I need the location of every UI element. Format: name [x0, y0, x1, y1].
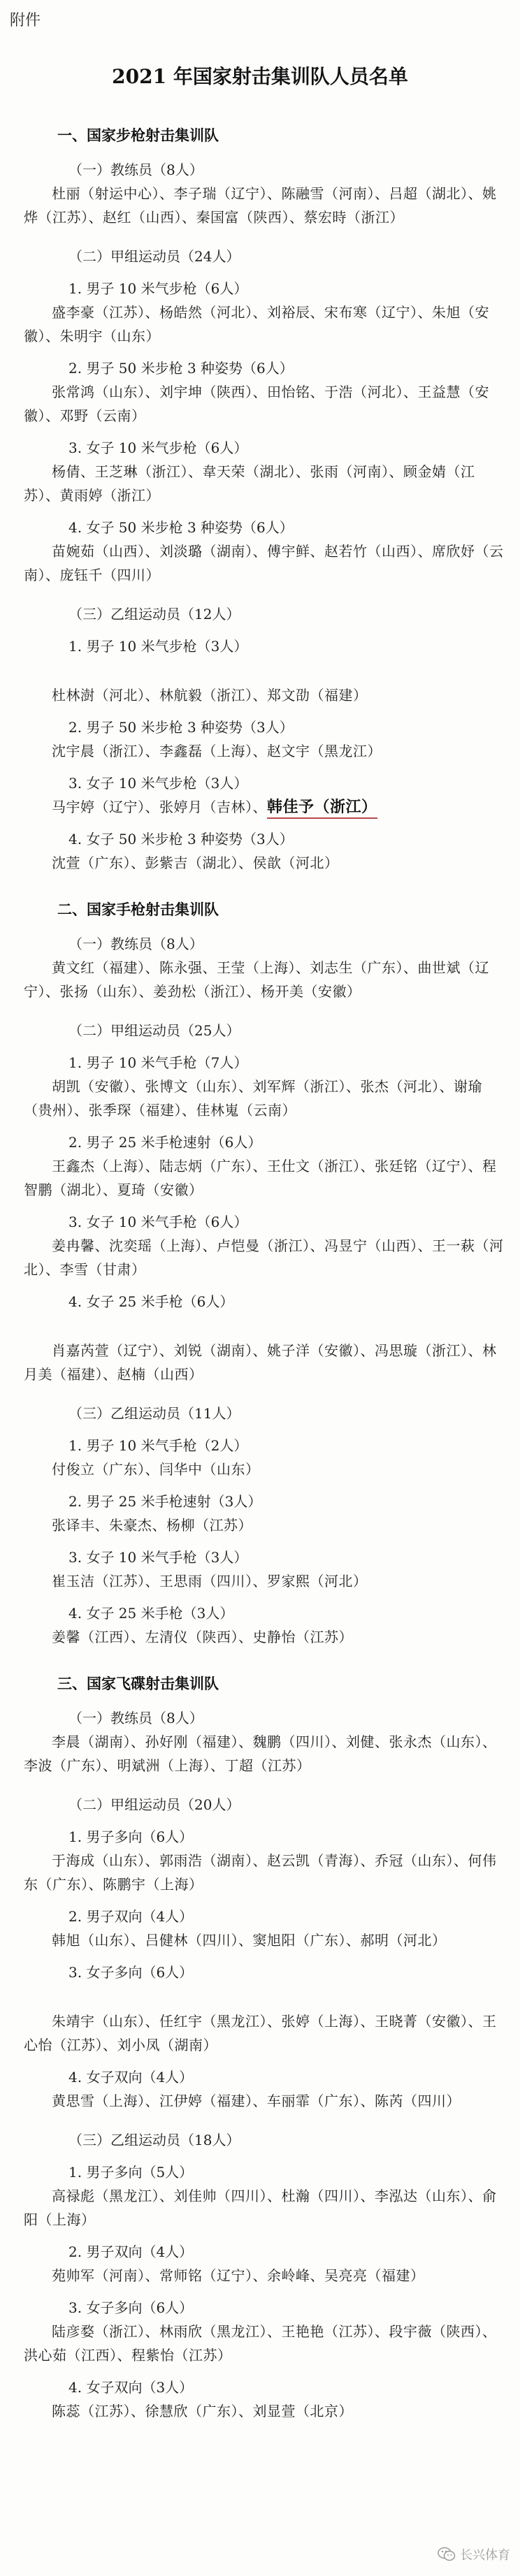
athlete-list: [24, 1339, 506, 1386]
athlete-list: [24, 2089, 506, 2113]
watermark-text: 长兴体育: [460, 2548, 510, 2563]
event-heading: 3. 女子 10 米气步枪（6人）: [68, 439, 248, 456]
athlete-names: 苗婉茹（山西）、刘淡璐（湖南）、傅宇鲜、赵若竹（山西）、席欣妤（云南）、庞钰千（四川）: [24, 543, 504, 583]
event-heading: 3. 女子 10 米气手枪（6人）: [68, 1214, 248, 1230]
coaches-heading: （一）教练员（8人）: [68, 161, 203, 178]
event-heading: 1. 男子多向（5人）: [68, 2164, 194, 2181]
coaches-heading: （一）教练员（8人）: [68, 1710, 203, 1726]
athlete-list: [24, 2009, 506, 2057]
event-heading: 4. 女子 50 米步枪 3 种姿势（3人）: [68, 831, 294, 847]
event-heading: 1. 男子多向（6人）: [68, 1828, 194, 1845]
athlete-list: [24, 1075, 506, 1122]
athlete-names: 姜冉馨、沈奕瑶（上海）、卢恺曼（浙江）、冯昱宁（山西）、王一萩（河北）、李雪（甘肃）: [24, 1237, 504, 1278]
athlete-list: [24, 739, 506, 763]
athlete-names: 肖嘉芮萱（辽宁）、刘锐（湖南）、姚子洋（安徽）、冯思璇（浙江）、林月美（福建）、赵楠（山西）: [24, 1342, 497, 1383]
athlete-names: 陈蕊（江苏）、徐慧欣（广东）、刘显萱（北京）: [52, 2403, 353, 2419]
watermark: [438, 2545, 510, 2563]
athlete-list: [24, 539, 506, 587]
athlete-names: 马宇婷（辽宁）、张婷月（吉林）、: [52, 799, 267, 815]
athlete-names: 于海成（山东）、郭雨浩（湖南）、赵云凯（青海）、乔冠（山东）、何伟东（广东）、陈鹏宇（上海）: [24, 1852, 497, 1893]
athlete-names: 陆彦婺（浙江）、林雨欣（黑龙江）、王艳艳（江苏）、段宇薇（陕西）、洪心茹（江西）、程紫怡（江苏）: [24, 2323, 497, 2364]
wechat-icon: [438, 2547, 456, 2562]
event-heading: 4. 女子 50 米步枪 3 种姿势（6人）: [68, 519, 294, 536]
event-heading: 1. 男子 10 米气手枪（2人）: [68, 1437, 248, 1454]
coaches-heading: （一）教练员（8人）: [68, 936, 203, 952]
athlete-group: [24, 1019, 506, 1386]
athlete-list: [24, 1569, 506, 1593]
athlete-list: [24, 851, 506, 875]
group-heading: （三）乙组运动员（11人）: [68, 1405, 240, 1422]
coach-list: 李晨（湖南）、孙好刚（福建）、魏鹏（四川）、刘健、张永杰（山东）、李波（广东）、明斌洲（上海）、丁超（江苏）: [24, 1733, 497, 1774]
athlete-list: [24, 1849, 506, 1896]
event-heading: 4. 女子 25 米手枪（6人）: [68, 1293, 234, 1310]
athlete-list: [24, 795, 506, 819]
coach-list: 杜丽（射运中心）、李子瑞（辽宁）、陈融雪（河南）、吕超（湖北）、姚烨（江苏）、赵红（山西）、秦国富（陕西）、蔡宏時（浙江）: [24, 185, 497, 226]
event-heading: 1. 男子 10 米气手枪（7人）: [68, 1054, 248, 1071]
athlete-names: 高禄彪（黑龙江）、刘佳帅（四川）、杜瀚（四川）、李泓达（山东）、俞阳（上海）: [24, 2188, 497, 2228]
athlete-list: [24, 300, 506, 348]
athlete-names: 姜馨（江西）、左清仪（陕西）、史静怡（江苏）: [52, 1629, 353, 1645]
group-heading: （二）甲组运动员（24人）: [68, 248, 240, 265]
event-heading: 3. 女子多向（6人）: [68, 1964, 194, 1981]
event-heading: 2. 男子双向（4人）: [68, 2243, 194, 2260]
event-heading: 4. 女子双向（4人）: [68, 2069, 194, 2086]
group-heading: （三）乙组运动员（12人）: [68, 606, 240, 623]
event-heading: 4. 女子双向（3人）: [68, 2379, 194, 2396]
athlete-names: 杨倩、王芝琳（浙江）、韋天荣（湖北）、张雨（河南）、顾金婧（江苏）、黄雨婷（浙江）: [24, 463, 475, 504]
athlete-list: [24, 2264, 506, 2287]
athlete-list: [24, 460, 506, 507]
athlete-names: 杜林澍（河北）、林航毅（浙江）、郑文劭（福建）: [52, 687, 368, 704]
athlete-list: [24, 2320, 506, 2367]
event-heading: 2. 男子 25 米手枪速射（6人）: [68, 1134, 262, 1151]
athlete-names: 韩旭（山东）、吕健林（四川）、窦旭阳（广东）、郝明（河北）: [52, 1932, 447, 1949]
athlete-names: 苑帅军（河南）、常师铭（辽宁）、余岭峰、吴亮亮（福建）: [52, 2267, 425, 2284]
event-heading: 3. 女子 10 米气手枪（3人）: [68, 1549, 248, 1566]
athlete-list: [24, 2399, 506, 2423]
athlete-list: [24, 1457, 506, 1481]
athlete-list: [24, 1625, 506, 1649]
athlete-names: 沈萱（广东）、彭紫吉（湖北）、侯歆（河北）: [52, 854, 339, 871]
athlete-names: 黄思雪（上海）、江伊婷（福建）、车丽霏（广东）、陈芮（四川）: [52, 2093, 461, 2109]
athlete-names: 盛李豪（江苏）、杨皓然（河北）、刘裕辰、宋布寒（辽宁）、朱旭（安徽）、朱明宇（山东）: [24, 304, 489, 344]
page-title: 2021 年国家射击集训队人员名单: [112, 65, 408, 88]
athlete-group: [24, 245, 506, 587]
athlete-list: [24, 1928, 506, 1952]
group-heading: （二）甲组运动员（25人）: [68, 1022, 240, 1039]
athlete-names: 付俊立（广东）、闫华中（山东）: [52, 1461, 260, 1478]
coach-list: 黄文红（福建）、陈永强、王莹（上海）、刘志生（广东）、曲世斌（辽宁）、张扬（山东）、姜劲松（浙江）、杨开美（安徽）: [24, 959, 489, 1000]
event-heading: 2. 男子 25 米手枪速射（3人）: [68, 1493, 262, 1510]
section-heading: 二、国家手枪射击集训队: [57, 901, 219, 918]
athlete-group: [24, 1402, 506, 1649]
athlete-names: 崔玉洁（江苏）、王思雨（四川）、罗家熙（河北）: [52, 1573, 368, 1589]
athlete-list: [24, 1154, 506, 1202]
athlete-names: 王鑫杰（上海）、陆志炳（广东）、王仕文（浙江）、张廷铭（辽宁）、程智鹏（湖北）、夏琦（安徽）: [24, 1158, 497, 1198]
athlete-names: 张译丰、朱豪杰、杨柳（江苏）: [52, 1517, 252, 1534]
athlete-names: 朱靖宇（山东）、任红宇（黑龙江）、张婷（上海）、王晓菁（安徽）、王心怡（江苏）、刘小凤（湖南）: [24, 2013, 497, 2053]
athlete-group: [24, 602, 506, 875]
attachment-label: 附件: [10, 12, 41, 29]
document-body: [24, 112, 506, 2423]
athlete-names: 沈宇晨（浙江）、李鑫磊（上海）、赵文宇（黑龙江）: [52, 743, 382, 759]
event-heading: 1. 男子 10 米气步枪（6人）: [68, 280, 248, 297]
athlete-list: [24, 380, 506, 428]
highlighted-athlete: 韩佳予（浙江）: [267, 798, 377, 819]
athlete-group: [24, 1793, 506, 2113]
event-heading: 4. 女子 25 米手枪（3人）: [68, 1605, 234, 1622]
section-heading: 一、国家步枪射击集训队: [57, 126, 219, 144]
athlete-list: [24, 1513, 506, 1537]
event-heading: 2. 男子 50 米步枪 3 种姿势（6人）: [68, 360, 294, 377]
event-heading: 1. 男子 10 米气步枪（3人）: [68, 638, 248, 655]
event-heading: 2. 男子双向（4人）: [68, 1908, 194, 1925]
section-heading: 三、国家飞碟射击集训队: [57, 1675, 219, 1692]
event-heading: 3. 女子多向（6人）: [68, 2299, 194, 2316]
athlete-list: [24, 683, 506, 707]
athlete-names: 张常鸿（山东）、刘宇坤（陕西）、田怡铭、于浩（河北）、王益慧（安徽）、邓野（云南）: [24, 384, 489, 424]
event-heading: 3. 女子 10 米气步枪（3人）: [68, 775, 248, 792]
athlete-group: [24, 2128, 506, 2423]
group-heading: （二）甲组运动员（20人）: [68, 1796, 240, 1813]
athlete-names: 胡凯（安徽）、张博文（山东）、刘军辉（浙江）、张杰（河北）、谢瑜（贵州）、张季琛（福建）、佳林嵬（云南）: [24, 1078, 482, 1119]
athlete-list: [24, 2184, 506, 2232]
event-heading: 2. 男子 50 米步枪 3 种姿势（3人）: [68, 719, 294, 736]
group-heading: （三）乙组运动员（18人）: [68, 2132, 240, 2148]
athlete-list: [24, 1234, 506, 1281]
